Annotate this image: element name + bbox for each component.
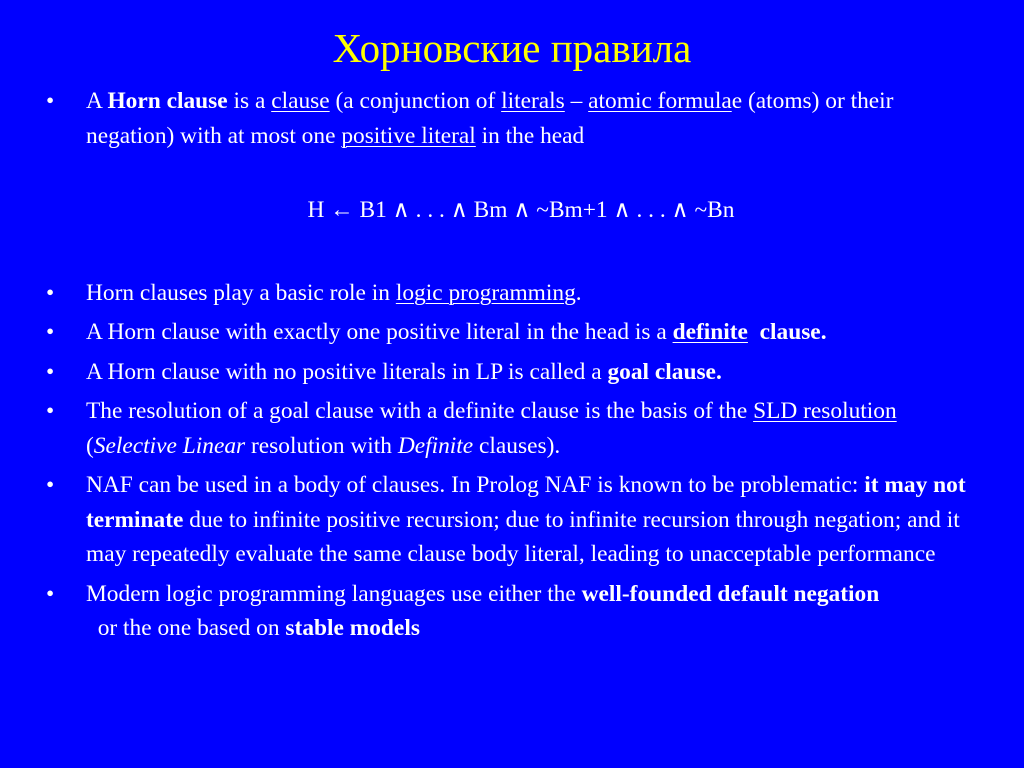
link-clause[interactable]: clause xyxy=(271,88,330,114)
link-sld-resolution[interactable]: SLD resolution xyxy=(753,398,897,424)
horn-clause-formula: H ← B1 ∧ . . . ∧ Bm ∧ ~Bm+1 ∧ . . . ∧ ~Bn xyxy=(307,197,735,223)
text: due to infinite positive recursion; due to infinite recursion through negation; and it may repeatedly evaluate the same clause body literal, leading to unacceptable performance xyxy=(86,506,960,567)
bullet-horn-clause-definition xyxy=(46,84,976,153)
bullet-definite-clause xyxy=(46,315,976,350)
bullet-modern-lp xyxy=(46,577,976,646)
text: Horn clauses play a basic role in xyxy=(86,279,396,306)
text: – xyxy=(564,88,589,114)
term-goal-clause: goal clause. xyxy=(607,358,722,385)
term-may-not-terminate: it may not terminate xyxy=(86,472,966,533)
term-horn-clause: Horn clause xyxy=(107,88,228,114)
text: e (atoms) or their negation) with at most one xyxy=(86,88,894,149)
link-definite[interactable]: definite xyxy=(672,319,748,345)
term-definite: Definite xyxy=(397,432,474,459)
bullet-naf xyxy=(46,468,976,572)
text xyxy=(748,319,760,345)
text: A xyxy=(86,88,108,114)
link-logic-programming[interactable]: logic programming xyxy=(395,279,576,306)
bullet-goal-clause xyxy=(46,355,976,390)
bullet-sld-resolution xyxy=(46,394,976,463)
text: . xyxy=(575,279,582,306)
link-positive-literal[interactable]: positive literal xyxy=(341,122,476,149)
text: clauses). xyxy=(473,432,561,459)
text: A Horn clause with exactly one positive literal in the head is a xyxy=(86,319,673,345)
term-clause: clause. xyxy=(759,319,827,345)
slide-body xyxy=(46,84,976,651)
link-atomic-formula[interactable]: atomic formula xyxy=(588,88,732,114)
text: or the one based on xyxy=(86,615,286,641)
text: resolution with xyxy=(245,432,398,459)
text: is a xyxy=(227,88,272,114)
text: Modern logic programming languages use either the xyxy=(86,580,582,607)
link-literals[interactable]: literals xyxy=(501,88,565,114)
text: NAF can be used in a body of clauses. In Prolog NAF is known to be problematic: xyxy=(86,472,865,498)
text: The resolution of a goal clause with a definite clause is the basis of the xyxy=(86,398,754,424)
term-selective-linear: Selective Linear xyxy=(93,432,246,459)
term-well-founded-negation: well-founded default negation xyxy=(581,580,880,607)
term-stable-models: stable models xyxy=(285,615,420,641)
text: A Horn clause with no positive literals in LP is called a xyxy=(86,358,608,385)
slide-title: Хорновские правила xyxy=(332,25,692,71)
bullet-logic-programming xyxy=(46,276,976,311)
text: ( xyxy=(86,432,94,459)
text: (a conjunction of xyxy=(329,88,502,114)
text: in the head xyxy=(475,122,585,149)
